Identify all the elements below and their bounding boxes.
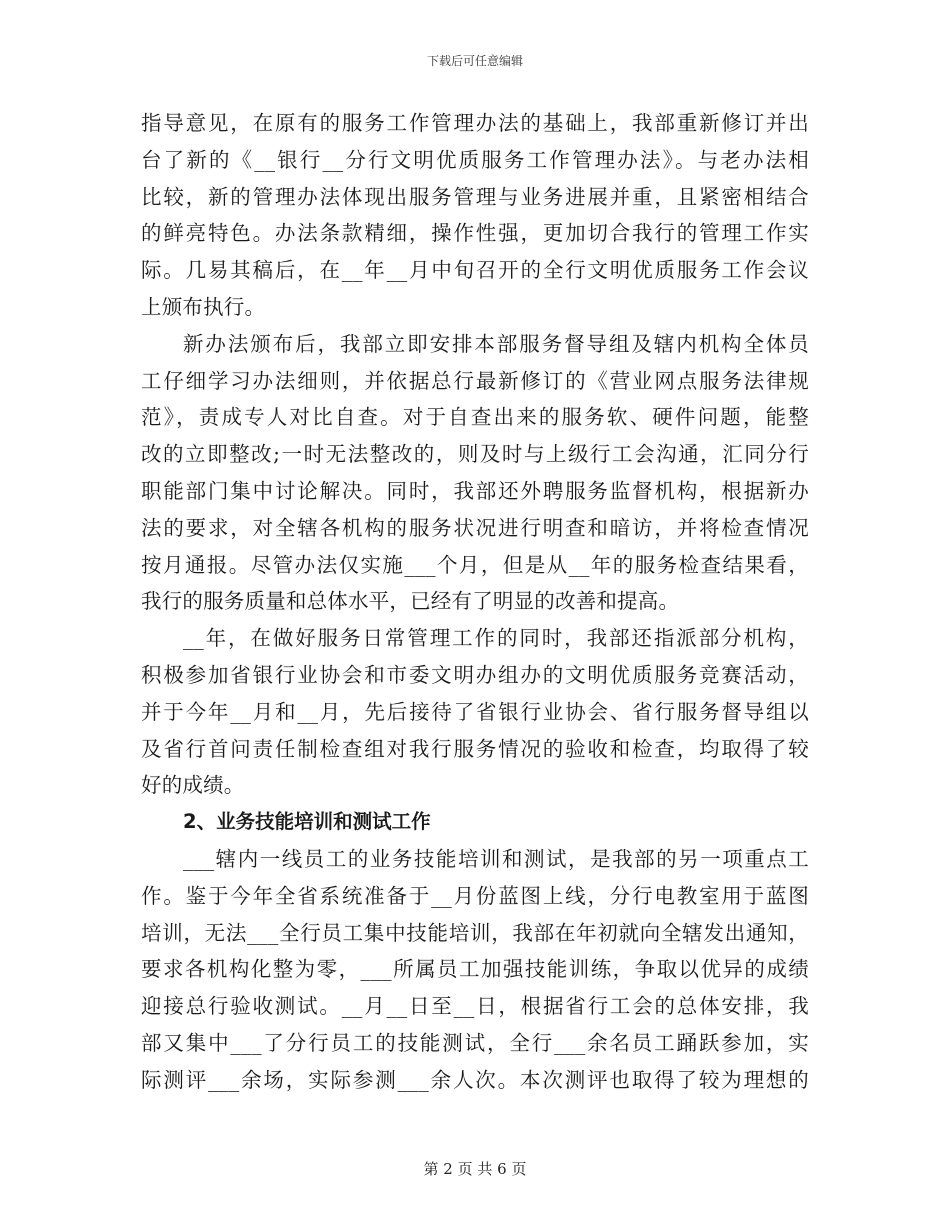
paragraph-line: 际。几易其稿后，在__年__月中旬召开的全行文明优质服务工作会议 xyxy=(141,258,809,283)
paragraph-line: ___辖内一线员工的业务技能培训和测试，是我部的另一项重点工 xyxy=(183,846,809,871)
paragraph-line: 范》，责成专人对比自查。对于自查出来的服务软、硬件问题，能整 xyxy=(141,405,809,430)
paragraph-line: 上颁布执行。 xyxy=(141,294,266,319)
paragraph-line: 迎接总行验收测试。__月__日至__日，根据省行工会的总体安排，我 xyxy=(141,994,809,1019)
paragraph-line: 新办法颁布后，我部立即安排本部服务督导组及辖内机构全体员 xyxy=(183,331,809,356)
paragraph-line: __年，在做好服务日常管理工作的同时，我部还指派部分机构， xyxy=(183,626,809,651)
paragraph-line: 际测评___余场，实际参测___余人次。本次测评也取得了较为理想的 xyxy=(141,1067,809,1092)
paragraph-line: 及省行首问责任制检查组对我行服务情况的验收和检查，均取得了较 xyxy=(141,736,809,761)
paragraph-line: 按月通报。尽管办法仅实施___个月，但是从__年的服务检查结果看， xyxy=(141,552,809,577)
page-number: 第 2 页 共 6 页 xyxy=(423,1160,527,1178)
paragraph-line: 职能部门集中讨论解决。同时，我部还外聘服务监督机构，根据新办 xyxy=(141,478,809,503)
paragraph-line: 比较，新的管理办法体现出服务管理与业务进展并重，且紧密相结合 xyxy=(141,184,809,209)
paragraph-line: 并于今年__月和__月，先后接待了省银行业协会、省行服务督导组以 xyxy=(141,699,809,724)
paragraph-line: 法的要求，对全辖各机构的服务状况进行明查和暗访，并将检查情况 xyxy=(141,515,809,540)
section-heading: 2、业务技能培训和测试工作 xyxy=(183,810,431,834)
paragraph-line: 作。鉴于今年全省系统准备于__月份蓝图上线，分行电教室用于蓝图 xyxy=(141,883,809,908)
paragraph-line: 要求各机构化整为零，___所属员工加强技能训练，争取以优异的成绩 xyxy=(141,957,809,982)
paragraph-line: 工仔细学习办法细则，并依据总行最新修订的《营业网点服务法律规 xyxy=(141,368,809,393)
paragraph-line: 指导意见，在原有的服务工作管理办法的基础上，我部重新修订并出 xyxy=(141,111,809,135)
paragraph-line: 好的成绩。 xyxy=(141,773,245,798)
paragraph-line: 培训，无法___全行员工集中技能培训，我部在年初就向全辖发出通知， xyxy=(141,920,809,945)
document-body xyxy=(141,105,809,1099)
paragraph-line: 部又集中___了分行员工的技能测试，全行___余名员工踊跃参加，实 xyxy=(141,1030,809,1055)
paragraph-line: 改的立即整改;一时无法整改的，则及时与上级行工会沟通，汇同分行 xyxy=(141,442,809,467)
paragraph-line: 积极参加省银行业协会和市委文明办组办的文明优质服务竞赛活动， xyxy=(141,662,809,687)
paragraph-line: 台了新的《__银行__分行文明优质服务工作管理办法》。与老办法相 xyxy=(141,147,809,172)
paragraph-line: 我行的服务质量和总体水平，已经有了明显的改善和提高。 xyxy=(141,589,680,614)
paragraph-line: 的鲜亮特色。办法条款精细，操作性强，更加切合我行的管理工作实 xyxy=(141,221,809,246)
page-header-note: 下载后可任意编辑 xyxy=(426,54,523,68)
